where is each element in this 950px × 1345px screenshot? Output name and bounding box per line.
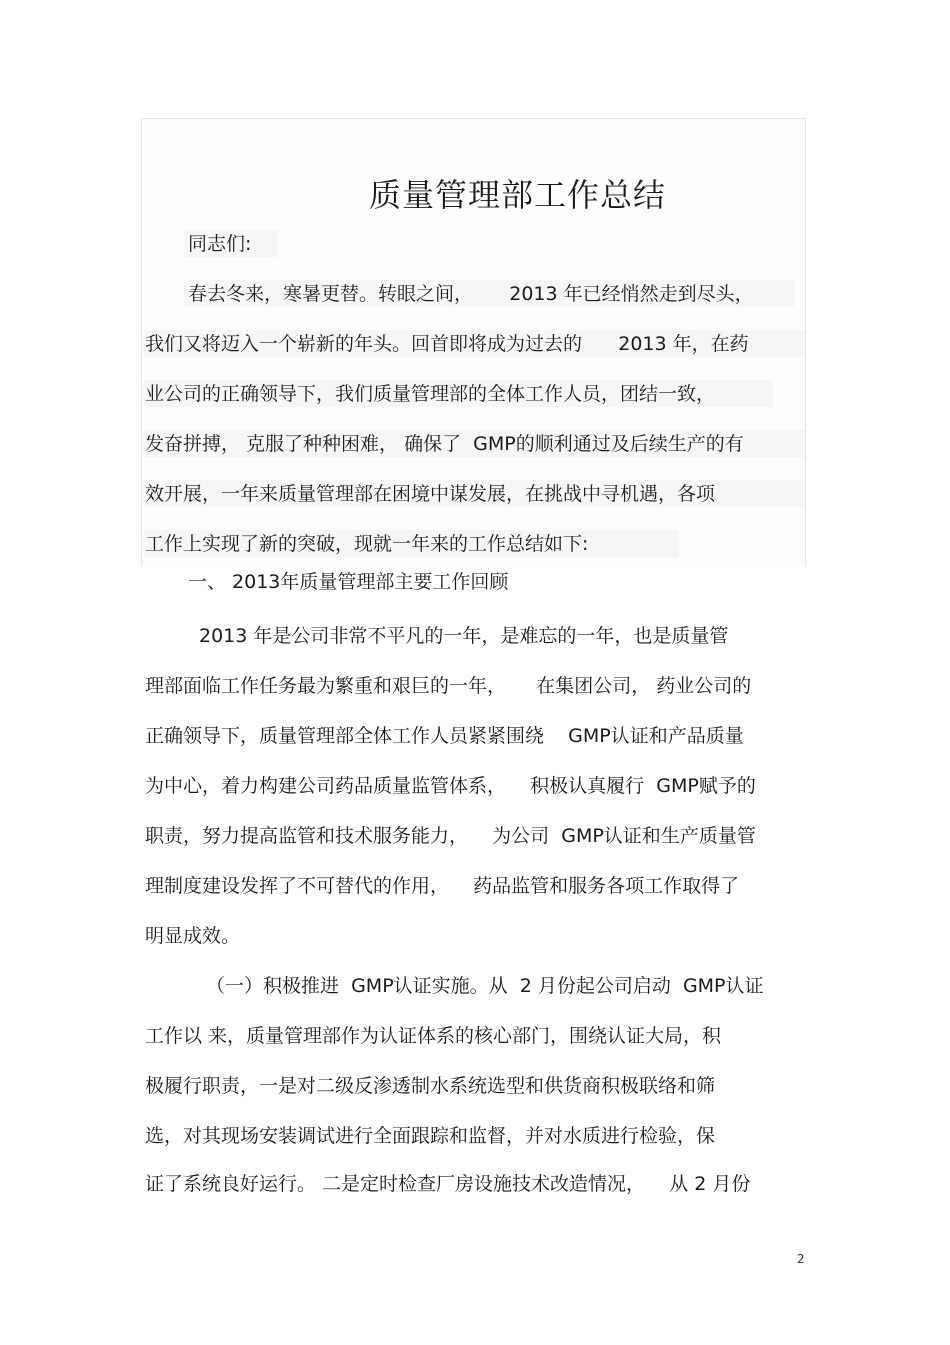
review-line: 为中心，着力构建公司药品质量监管体系， 积极认真履行 GMP赋予的 — [145, 775, 756, 797]
subsection-line: 极履行职责，一是对二级反渗透制水系统选型和供货商积极联络和筛 — [145, 1075, 716, 1097]
subsection-line: （一）积极推进 GMP认证实施。从 2 月份起公司启动 GMP认证 — [206, 975, 764, 997]
intro-line: 业公司的正确领导下，我们质量管理部的全体工作人员，团结一致， — [145, 383, 716, 405]
intro-line: 春去冬来，寒暑更替。转眼之间， 2013 年已经悄然走到尽头， — [188, 283, 754, 305]
greeting: 同志们: — [188, 233, 252, 255]
section-heading: 一、 2013年质量管理部主要工作回顾 — [188, 571, 509, 593]
intro-line: 工作上实现了新的突破，现就一年来的工作总结如下: — [145, 533, 589, 555]
intro-line: 我们又将迈入一个崭新的年头。回首即将成为过去的 2013 年，在药 — [145, 333, 749, 355]
subsection-line: 选，对其现场安装调试进行全面跟踪和监督，并对水质进行检验，保 — [145, 1125, 716, 1147]
review-line: 理部面临工作任务最为繁重和艰巨的一年， 在集团公司， 药业公司的 — [145, 675, 752, 697]
review-line: 职责，努力提高监管和技术服务能力， 为公司 GMP认证和生产质量管 — [145, 825, 756, 847]
document-title: 质量管理部工作总结 — [369, 176, 667, 214]
review-line: 正确领导下，质量管理部全体工作人员紧紧围绕 GMP认证和产品质量 — [145, 725, 744, 747]
subsection-line: 工作以 来，质量管理部作为认证体系的核心部门，围绕认证大局，积 — [145, 1025, 722, 1047]
subsection-line: 证了系统良好运行。 二是定时检查厂房设施技术改造情况， 从 2 月份 — [145, 1173, 751, 1195]
page-number: 2 — [797, 1252, 805, 1266]
intro-line: 效开展，一年来质量管理部在困境中谋发展，在挑战中寻机遇，各项 — [145, 483, 716, 505]
intro-line: 发奋拼搏， 克服了种种困难， 确保了 GMP的顺利通过及后续生产的有 — [145, 433, 744, 455]
review-line: 明显成效。 — [145, 925, 241, 947]
review-line: 2013 年是公司非常不平凡的一年，是难忘的一年，也是质量管 — [199, 625, 729, 647]
review-line: 理制度建设发挥了不可替代的作用， 药品监管和服务各项工作取得了 — [145, 875, 740, 897]
